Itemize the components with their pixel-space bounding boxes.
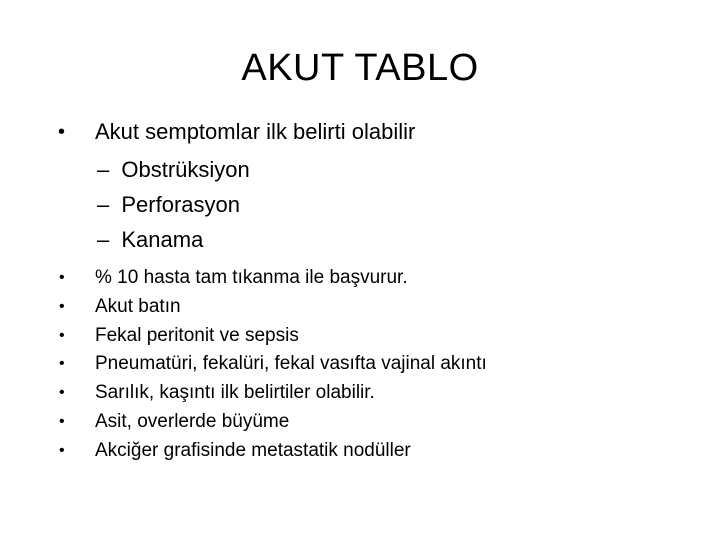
main-bullet	[55, 112, 695, 152]
bullet-list	[55, 264, 695, 466]
bullet-text: Asit, overlerde büyüme	[95, 410, 290, 432]
main-bullet-text: Akut semptomlar ilk belirti olabilir	[95, 119, 416, 144]
sub-bullet-marker: –	[97, 157, 110, 182]
bullet-text: Akut batın	[95, 295, 181, 317]
bullet-item	[55, 437, 695, 466]
bullet-item	[55, 264, 695, 293]
bullet-marker: •	[59, 297, 65, 315]
bullet-marker: •	[58, 121, 66, 143]
bullet-marker: •	[59, 355, 65, 373]
bullet-marker: •	[59, 326, 65, 344]
bullet-marker: •	[59, 441, 65, 459]
sub-bullet	[97, 222, 695, 257]
bullet-text: Fekal peritonit ve sepsis	[95, 324, 299, 346]
bullet-marker: •	[59, 384, 65, 402]
bullet-item	[55, 408, 695, 437]
bullet-item	[55, 350, 695, 379]
sub-bullet-marker: –	[97, 192, 110, 217]
slide-title: AKUT TABLO	[241, 47, 479, 89]
bullet-marker: •	[59, 412, 65, 430]
sub-bullet-list	[97, 152, 695, 257]
sub-bullet	[97, 152, 695, 187]
sub-bullet-text: Obstrüksiyon	[121, 157, 250, 182]
slide-content	[55, 112, 695, 466]
sub-bullet-marker: –	[97, 227, 110, 252]
bullet-marker: •	[59, 269, 65, 286]
bullet-text: Sarılık, kaşıntı ilk belirtiler olabilir.	[95, 382, 375, 404]
sub-bullet	[97, 187, 695, 222]
bullet-item	[55, 293, 695, 322]
sub-bullet-text: Kanama	[121, 227, 204, 252]
bullet-text: % 10 hasta tam tıkanma ile başvurur.	[95, 267, 408, 288]
bullet-item	[55, 322, 695, 351]
bullet-item	[55, 379, 695, 408]
sub-bullet-text: Perforasyon	[121, 192, 240, 217]
bullet-text: Pneumatüri, fekalüri, fekal vasıfta vajinal akıntı	[95, 353, 487, 375]
bullet-text: Akciğer grafisinde metastatik nodüller	[95, 439, 411, 461]
